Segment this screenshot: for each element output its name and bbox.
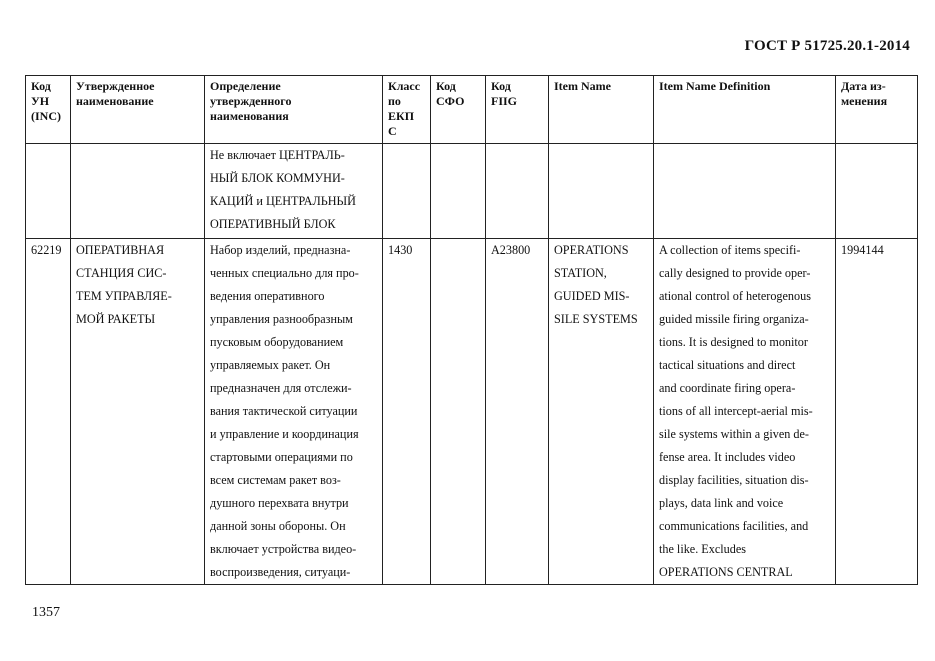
column-header-class: Класс по ЕКП С bbox=[383, 76, 431, 144]
cell-class bbox=[383, 144, 431, 239]
column-header-sfo: Код СФО bbox=[431, 76, 486, 144]
column-header-fiig: Код FIIG bbox=[486, 76, 549, 144]
specification-table bbox=[25, 75, 918, 585]
cell-inc bbox=[26, 144, 71, 239]
cell-sfo bbox=[431, 239, 486, 585]
cell-fiig: A23800 bbox=[486, 239, 549, 585]
cell-sfo bbox=[431, 144, 486, 239]
document-code: ГОСТ Р 51725.20.1-2014 bbox=[744, 38, 910, 54]
cell-item-definition: A collection of items specifi- cally designed to provide oper- ational control of heterogenous guided missile firing organiza- tions. It is designed to monitor tactical situations and direct and coordinate firing opera- tions of all intercept-aerial mis- sile systems within a given de- fense area. It includes video display facilities, situation dis- plays, data link and voice communications facilities, and the like. Excludes OPERATIONS CENTRAL bbox=[654, 239, 836, 585]
column-header-date: Дата из- менения bbox=[836, 76, 918, 144]
cell-item-definition bbox=[654, 144, 836, 239]
cell-date: 1994144 bbox=[836, 239, 918, 585]
cell-item-name: OPERATIONS STATION, GUIDED MIS- SILE SYSTEMS bbox=[549, 239, 654, 585]
cell-approved-name: ОПЕРАТИВНАЯ СТАНЦИЯ СИС- ТЕМ УПРАВЛЯЕ- МОЙ РАКЕТЫ bbox=[71, 239, 205, 585]
cell-fiig bbox=[486, 144, 549, 239]
column-header-item-definition: Item Name Definition bbox=[654, 76, 836, 144]
cell-approved-name bbox=[71, 144, 205, 239]
cell-item-name bbox=[549, 144, 654, 239]
column-header-definition: Определение утвержденного наименования bbox=[205, 76, 383, 144]
table-row bbox=[26, 239, 918, 585]
cell-date bbox=[836, 144, 918, 239]
table-header-row bbox=[26, 76, 918, 144]
page-number: 1357 bbox=[32, 605, 60, 620]
cell-definition: Не включает ЦЕНТРАЛЬ- НЫЙ БЛОК КОММУНИ- КАЦИЙ и ЦЕНТРАЛЬНЫЙ ОПЕРАТИВНЫЙ БЛОК bbox=[205, 144, 383, 239]
column-header-approved-name: Утвержденное наименование bbox=[71, 76, 205, 144]
cell-definition: Набор изделий, предназна- ченных специально для про- ведения оперативного управления разнообразным пусковым оборудованием управляемых ракет. Он предназначен для отслежи- вания тактической ситуации и управление и координация стартовыми операциями по всем системам ракет воз- душного перехвата внутри данной зоны обороны. Он включает устройства видео- воспроизведения, ситуаци- bbox=[205, 239, 383, 585]
column-header-inc: Код УН (INC) bbox=[26, 76, 71, 144]
table-row bbox=[26, 144, 918, 239]
column-header-item-name: Item Name bbox=[549, 76, 654, 144]
cell-inc: 62219 bbox=[26, 239, 71, 585]
cell-class: 1430 bbox=[383, 239, 431, 585]
